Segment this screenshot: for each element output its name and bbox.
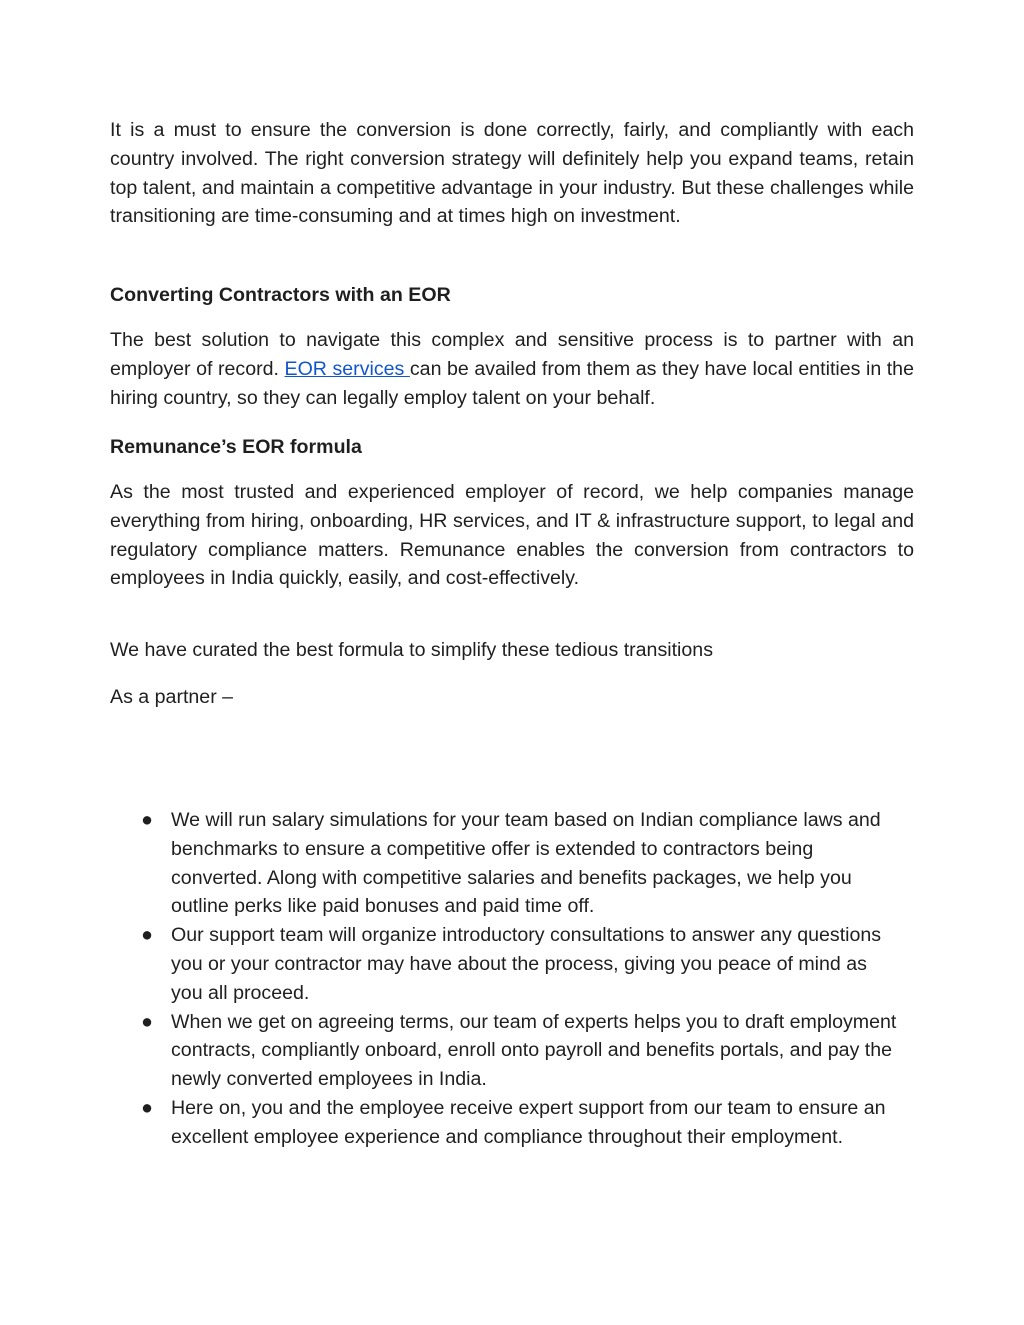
list-item xyxy=(140,1094,900,1152)
remunance-description-paragraph: As the most trusted and experienced employer of record, we help companies manage everything from hiring, onboarding, HR services, and IT & infrastructure support, to legal and regulatory compliance matters. Remunance enables the conversion from contractors to employees in India quickly, easily, and cost-effectively. xyxy=(110,481,914,590)
list-item-text: We will run salary simulations for your team based on Indian compliance laws and benchmarks to ensure a competitive offer is extended to contractors being converted. Along with competitive salaries and benefits packages, we help you outline perks like paid bonuses and paid time off. xyxy=(171,809,881,918)
eor-paragraph-text-start: The best solution to navigate this complex and sensitive process is to partner with an employer of record. xyxy=(110,329,914,380)
eor-solution-paragraph xyxy=(110,326,914,412)
list-item-text: Our support team will organize introductory consultations to answer any questions you or your contractor may have about the process, giving you peace of mind as you all proceed. xyxy=(171,924,882,1004)
bullet-icon: ● xyxy=(141,1096,153,1119)
section-heading-converting-contractors: Converting Contractors with an EOR xyxy=(110,284,451,306)
bullet-icon: ● xyxy=(141,1010,153,1033)
bullet-icon: ● xyxy=(141,924,153,947)
list-item xyxy=(140,921,900,1007)
partner-intro-paragraph: As a partner – xyxy=(110,686,234,708)
eor-paragraph-text-end: can be availed from them as they have local entities in the hiring country, so they can legally employ talent on your behalf. xyxy=(110,357,914,409)
list-item xyxy=(140,1008,900,1094)
list-item-text: When we get on agreeing terms, our team of experts helps you to draft employment contracts, compliantly onboard, enroll onto payroll and benefits portals, and pay the newly converted employees in India. xyxy=(171,1010,897,1091)
formula-intro-paragraph: We have curated the best formula to simplify these tedious transitions xyxy=(110,639,713,661)
list-item-text: Here on, you and the employee receive expert support from our team to ensure an excellent employee experience and compliance throughout their employment. xyxy=(171,1096,886,1148)
section-heading-eor-formula: Remunance’s EOR formula xyxy=(110,436,362,458)
intro-paragraph: It is a must to ensure the conversion is done correctly, fairly, and compliantly with each country involved. The right conversion strategy will definitely help you expand teams, retain top talent, and maintain a competitive advantage in your industry. But these challenges while transitioning are time-consuming and at times high on investment. xyxy=(110,119,914,228)
list-item xyxy=(140,806,900,921)
eor-services-link[interactable]: EOR services xyxy=(284,357,410,380)
partner-benefits-list xyxy=(140,806,900,1152)
bullet-icon: ● xyxy=(141,809,153,831)
